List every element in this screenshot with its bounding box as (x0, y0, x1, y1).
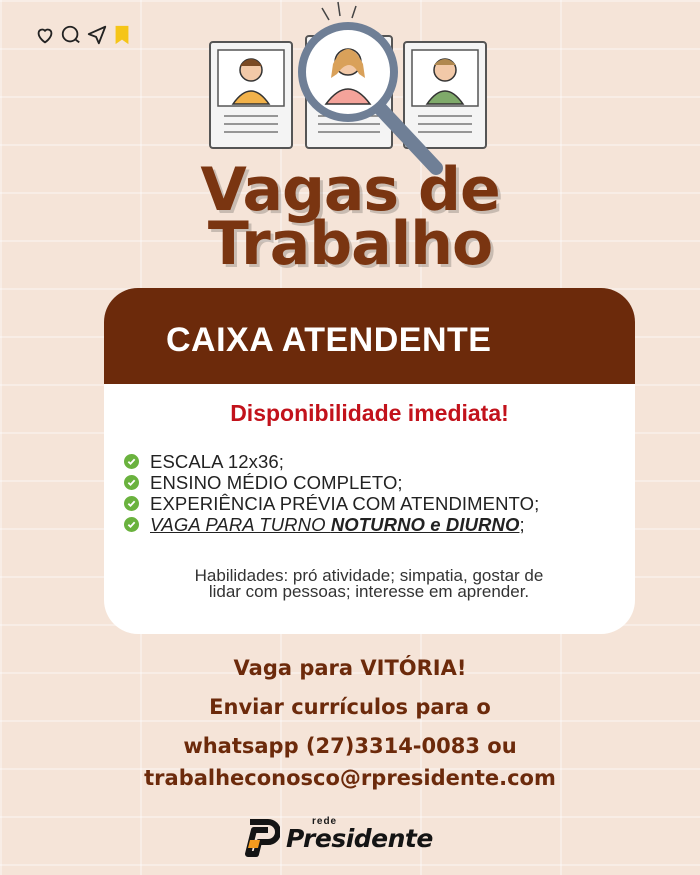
shift-text: VAGA PARA TURNO NOTURNO e DIURNO (150, 513, 520, 535)
candidates-illustration (200, 0, 500, 180)
requirements-list (124, 451, 539, 535)
heart-icon[interactable] (34, 24, 56, 46)
send-icon[interactable] (86, 24, 108, 46)
list-item: ESCALA 12x36; (124, 451, 539, 472)
availability-text: Disponibilidade imediata! (230, 400, 509, 426)
job-card (104, 288, 635, 634)
check-icon (124, 517, 139, 532)
check-icon (124, 454, 139, 469)
bookmark-icon[interactable] (112, 24, 132, 46)
whatsapp-text: whatsapp (27)3314-0083 ou (183, 734, 517, 758)
job-title: CAIXA ATENDENTE (104, 288, 635, 384)
list-item: EXPERIÊNCIA PRÉVIA COM ATENDIMENTO; (124, 493, 539, 514)
candidate-card-right (404, 42, 486, 148)
brand-name: Presidente (286, 823, 433, 853)
list-item: VAGA PARA TURNO NOTURNO e DIURNO ; (124, 514, 539, 535)
title-line-2: Trabalho (207, 209, 493, 279)
instructions-text: Enviar currículos para o (209, 695, 491, 719)
check-icon (124, 475, 139, 490)
social-actions (34, 24, 132, 46)
email-text: trabalheconosco@rpresidente.com (144, 766, 556, 790)
comment-icon[interactable] (60, 24, 82, 46)
brand-mark-icon (244, 818, 280, 858)
title-line-1: Vagas de (200, 155, 500, 225)
location-text: Vaga para VITÓRIA! (233, 656, 467, 680)
brand-prefix: rede (312, 815, 338, 827)
skills-text: Habilidades: pró atividade; simpatia, gostar de lidar com pessoas; interesse em aprender. (194, 566, 544, 601)
brand-logo (244, 815, 433, 858)
check-icon (124, 496, 139, 511)
candidate-card-left (210, 42, 292, 148)
list-item: ENSINO MÉDIO COMPLETO; (124, 472, 539, 493)
